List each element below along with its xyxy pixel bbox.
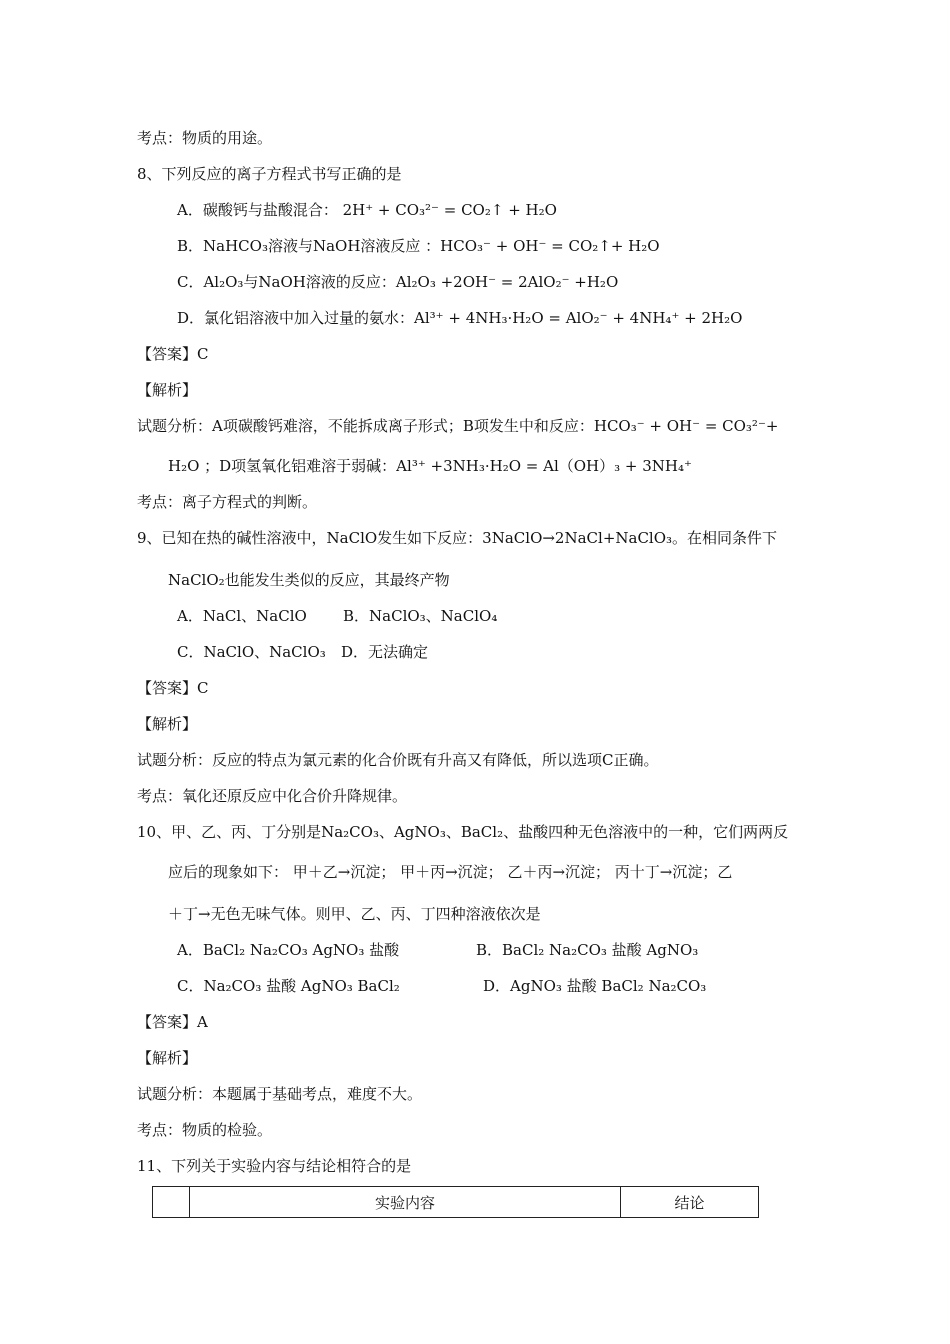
question-11: 11、下列关于实验内容与结论相符合的是 — [137, 1157, 412, 1175]
table-header-index — [153, 1187, 190, 1218]
q10-option-c: C．Na₂CO₃ 盐酸 AgNO₃ BaCl₂ — [177, 977, 400, 995]
q8-option-a: A．碳酸钙与盐酸混合： 2H⁺ + CO₃²⁻ = CO₂↑ + H₂O — [177, 201, 557, 219]
q9-option-a: A．NaCl、NaClO — [177, 607, 307, 625]
q8-option-b: B．NaHCO₃溶液与NaOH溶液反应 ：HCO₃⁻ + OH⁻ = CO₂↑+ H₂O — [177, 237, 660, 255]
q9-option-d: D．无法确定 — [341, 643, 429, 661]
q10-answer: 【答案】A — [137, 1013, 208, 1031]
kaodian-q10: 考点：物质的检验。 — [137, 1121, 273, 1139]
q8-analysis-line2: H₂O ；D项氢氧化铝难溶于弱碱：Al³⁺ +3NH₃·H₂O = Al（OH）₃ + 3NH₄⁺ — [168, 457, 692, 475]
question-9-line1: 9、已知在热的碱性溶液中，NaClO发生如下反应：3NaClO→2NaCl+NaClO₃。在相同条件下 — [137, 529, 778, 547]
kaodian-q9: 考点：氧化还原反应中化合价升降规律。 — [137, 787, 408, 805]
q10-analysis-heading: 【解析】 — [137, 1049, 198, 1067]
q9-answer: 【答案】C — [137, 679, 209, 697]
q8-analysis-heading: 【解析】 — [137, 381, 198, 399]
q10-option-d: D．AgNO₃ 盐酸 BaCl₂ Na₂CO₃ — [483, 977, 707, 995]
table-header-row — [153, 1187, 759, 1218]
q9-option-b: B．NaClO₃、NaClO₄ — [343, 607, 498, 625]
q10-option-a: A．BaCl₂ Na₂CO₃ AgNO₃ 盐酸 — [177, 941, 400, 959]
question-9-line2: NaClO₂也能发生类似的反应，其最终产物 — [168, 571, 450, 589]
q8-option-d: D．氯化铝溶液中加入过量的氨水：Al³⁺ + 4NH₃·H₂O = AlO₂⁻ + 4NH₄⁺ + 2H₂O — [177, 309, 743, 327]
table-header-content: 实验内容 — [190, 1187, 621, 1218]
q9-analysis: 试题分析：反应的特点为氯元素的化合价既有升高又有降低，所以选项C正确。 — [137, 751, 659, 769]
question-10-line1: 10、甲、乙、丙、丁分别是Na₂CO₃、AgNO₃、BaCl₂、盐酸四种无色溶液中的一种，它们两两反 — [137, 823, 789, 841]
q8-option-c: C．Al₂O₃与NaOH溶液的反应：Al₂O₃ +2OH⁻ = 2AlO₂⁻ +H₂O — [177, 273, 619, 291]
q8-answer: 【答案】C — [137, 345, 209, 363]
kaodian-q7: 考点：物质的用途。 — [137, 129, 273, 147]
q9-analysis-heading: 【解析】 — [137, 715, 198, 733]
kaodian-q8: 考点：离子方程式的判断。 — [137, 493, 318, 511]
question-8: 8、下列反应的离子方程式书写正确的是 — [137, 165, 402, 183]
q8-analysis-line1: 试题分析：A项碳酸钙难溶，不能拆成离子形式；B项发生中和反应：HCO₃⁻ + OH⁻ = CO₃²⁻+ — [137, 417, 779, 435]
q10-option-b: B．BaCl₂ Na₂CO₃ 盐酸 AgNO₃ — [476, 941, 699, 959]
question-10-line3: ＋丁→无色无味气体。则甲、乙、丙、丁四种溶液依次是 — [168, 905, 541, 923]
table-header-conclusion: 结论 — [621, 1187, 759, 1218]
q9-option-c: C．NaClO、NaClO₃ — [177, 643, 326, 661]
question-10-line2: 应后的现象如下： 甲＋乙→沉淀； 甲＋丙→沉淀； 乙＋丙→沉淀； 丙十丁→沉淀；乙 — [168, 863, 733, 881]
q10-analysis: 试题分析：本题属于基础考点，难度不大。 — [137, 1085, 423, 1103]
experiment-table — [152, 1186, 759, 1218]
